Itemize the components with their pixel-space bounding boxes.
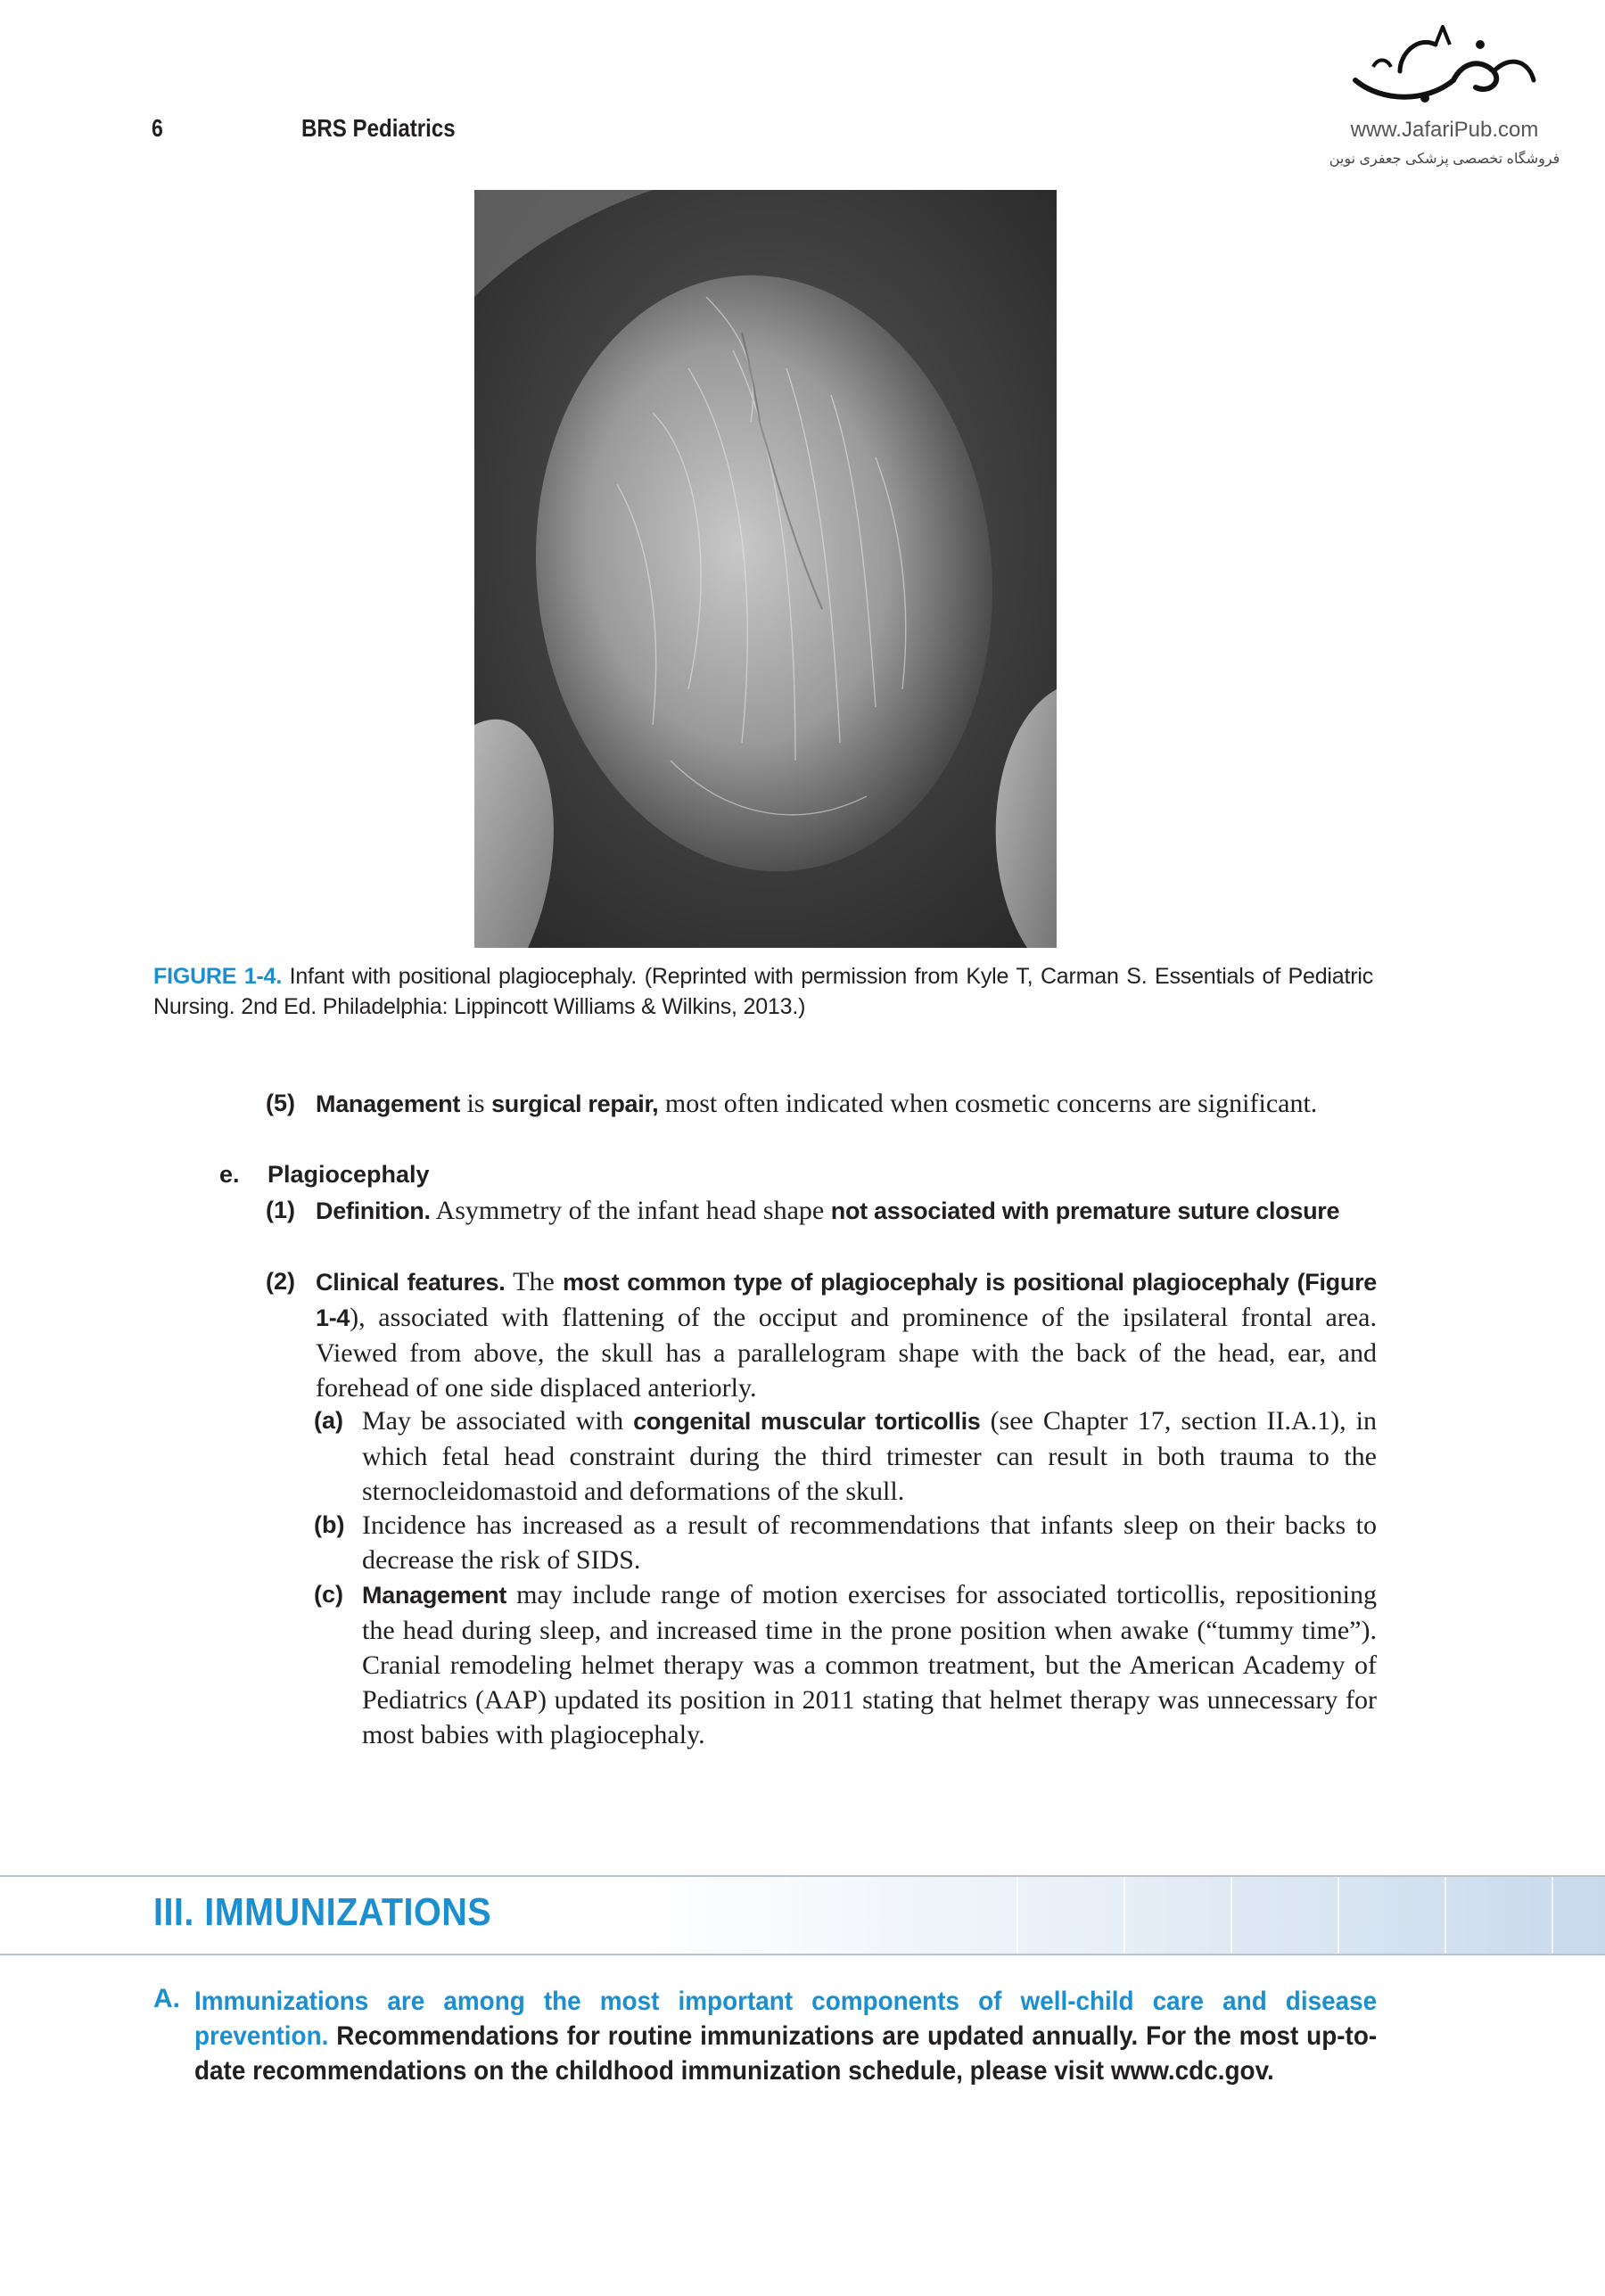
page-number: 6 [152,114,163,142]
list-text [316,1193,1377,1229]
publisher-tagline: فروشگاه تخصصی پزشکی جعفری نوین [1329,152,1560,167]
list-marker: (a) [314,1407,343,1434]
text-run: ), associated with flattening of the occiput and prominence of the ipsilateral frontal area. Viewed from above, the skull has a parallelogram shape with the back of the head, ear, and forehead of one side displaced anteriorly. [316,1303,1377,1403]
text-run: Asymmetry of the infant head shape [430,1196,831,1225]
figure-label: FIGURE 1-4. [153,964,283,989]
figure-caption-text: Infant with positional plagiocephaly. (Reprinted with permission from Kyle T, Carman S. Essentials of Pediatric Nursing. 2nd Ed. Philadelphia: Lippincott Williams & Wilkins, 2013.) [153,964,1373,1019]
publisher-url: www.JafariPub.com [1350,118,1539,142]
outline-item-a [314,1403,1377,1508]
term-torticollis: congenital muscular torticollis [633,1408,981,1435]
text-run: (see Chapter 17, section II.A.1), in which fetal head constraint during the third trimester can result in both trauma to the sternocleidomastoid and deformations of the skull. [362,1406,1378,1506]
list-marker: (1) [266,1197,295,1223]
list-marker: (b) [314,1511,345,1538]
term-surgical-repair: surgical repair, [491,1090,659,1117]
subheading-plagiocephaly: Plagiocephaly [268,1161,430,1188]
figure-photo-infant-head [474,190,1057,948]
section-title: III. IMMUNIZATIONS [153,1890,492,1934]
section-a-paragraph [194,1984,1377,2088]
list-text [316,1264,1377,1405]
list-marker: (5) [266,1090,295,1116]
outline-item-b [314,1508,1377,1577]
outline-item-5 [266,1086,1377,1157]
list-marker: (2) [266,1268,295,1295]
list-marker: (c) [314,1581,343,1608]
section-a-highlight: Immunizations are among the most important components of well-child care and disease prevention. [194,1987,1378,2051]
text-run: may include range of motion exercises for associated torticollis, repositioning the head during sleep, and increased time in the prone position when awake (“tummy time”). Cranial remodeling helmet therapy was a common treatment, but the American Academy of Pediatrics (AAP) updated its position in 2011 stating that helmet therapy was unnecessary for most babies with plagiocephaly. [362,1580,1377,1749]
term-not-associated: not associated with premature suture closure [830,1197,1340,1224]
term-definition: Definition. [316,1197,431,1224]
text-run: most often indicated when cosmetic concerns are significant. [658,1089,1318,1118]
publisher-logo [1311,18,1578,178]
list-text [316,1086,1377,1122]
section-a-text: Recommendations for routine immunizations are updated annually. For the most up-to-date recommendations on the childhood immunization schedule, please visit www.cdc.gov. [194,2021,1378,2086]
text-run: The [505,1267,564,1296]
section-a-marker: A. [153,1984,180,2013]
term-clinical-features: Clinical features. [316,1269,506,1296]
outline-item-e2 [266,1264,1377,1403]
list-text [362,1403,1377,1509]
term-management: Management [362,1582,507,1609]
publisher-logo-icon [1346,18,1543,116]
running-head-title: BRS Pediatrics [301,114,456,142]
text-run: is [460,1089,492,1118]
figure-caption [153,961,1373,1022]
outline-item-c [314,1577,1377,1786]
text-run: May be associated with [362,1406,634,1436]
outline-item-e1 [266,1193,1377,1264]
list-text [362,1577,1377,1752]
term-management: Management [316,1090,461,1117]
term-positional-plagiocephaly: most common type of plagiocephaly is positional plagiocephaly (Figure 1-4 [316,1269,1377,1331]
outline-item-e [219,1157,754,1193]
list-text: Incidence has increased as a result of recommendations that infants sleep on their backs to decrease the risk of SIDS. [362,1510,1377,1575]
list-marker: e. [219,1161,240,1188]
